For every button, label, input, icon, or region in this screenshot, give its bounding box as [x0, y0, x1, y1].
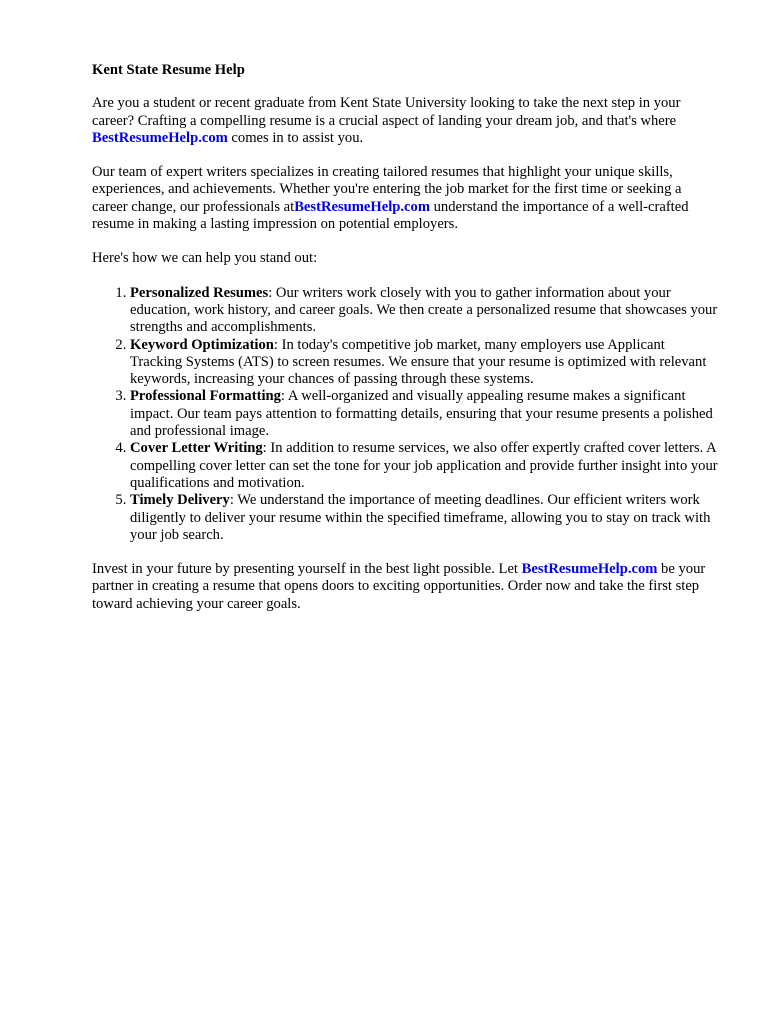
intro-text-after: comes in to assist you. [227, 129, 364, 146]
closing-text-after: be your partner in creating a resume that opens doors to exciting opportunities. Order now and take the first step toward achieving your career goals. [92, 561, 706, 612]
list-item-text: : Our writers work closely with you to gather information about your education, work history, and career goals. We then create a personalized resume that showcases your strengths and accomplishments. [130, 284, 718, 336]
page-title: Kent State Resume Help [92, 62, 245, 78]
list-item-term: Cover Letter Writing [130, 440, 263, 457]
list-item [130, 388, 718, 440]
intro-link[interactable]: BestResumeHelp.com [92, 129, 228, 146]
intro-paragraph [92, 95, 718, 147]
list-item-term: Keyword Optimization [130, 336, 274, 353]
list-item [130, 337, 718, 389]
team-text-after: understand the importance of a well-crafted resume in making a lasting impression on potential employers. [92, 198, 689, 233]
list-item-text: : In today's competitive job market, many employers use Applicant Tracking Systems (ATS) to screen resumes. We ensure that your resume is optimized with relevant keywords, increasing your chances of passing through these systems. [130, 336, 707, 388]
list-item [130, 492, 718, 544]
closing-paragraph [92, 561, 718, 613]
intro-text-before: Are you a student or recent graduate from Kent State University looking to take the next step in your career? Crafting a compelling resume is a crucial aspect of landing your dream job, and that's where [92, 95, 681, 129]
list-item [130, 440, 718, 492]
list-item-text: : We understand the importance of meeting deadlines. Our efficient writers work diligently to deliver your resume within the specified timeframe, allowing you to stay on track with your job search. [130, 492, 711, 543]
team-text-before: Our team of expert writers specializes in creating tailored resumes that highlight your unique skills, experiences, and achievements. Whether you're entering the job market for the first time or seeking a career change, our professionals at [92, 164, 682, 215]
team-link[interactable]: BestResumeHelp.com [294, 198, 430, 215]
list-item [130, 285, 718, 337]
list-item-text: : In addition to resume services, we also offer expertly crafted cover letters. A compelling cover letter can set the tone for your job application and provide further insight into your qualifications and motivation. [130, 440, 718, 491]
closing-link[interactable]: BestResumeHelp.com [521, 561, 658, 578]
list-item-text: : A well-organized and visually appealing resume makes a significant impact. Our team pays attention to formatting details, ensuring that your resume presents a polished and professional image. [130, 388, 713, 440]
list-item-term: Professional Formatting [130, 388, 281, 405]
list-item-term: Timely Delivery [130, 492, 230, 509]
services-list [92, 285, 718, 544]
how-intro: Here's how we can help you stand out: [92, 250, 318, 267]
list-item-term: Personalized Resumes [130, 284, 269, 301]
closing-text-before: Invest in your future by presenting yourself in the best light possible. Let [92, 561, 522, 578]
team-paragraph [92, 164, 718, 233]
